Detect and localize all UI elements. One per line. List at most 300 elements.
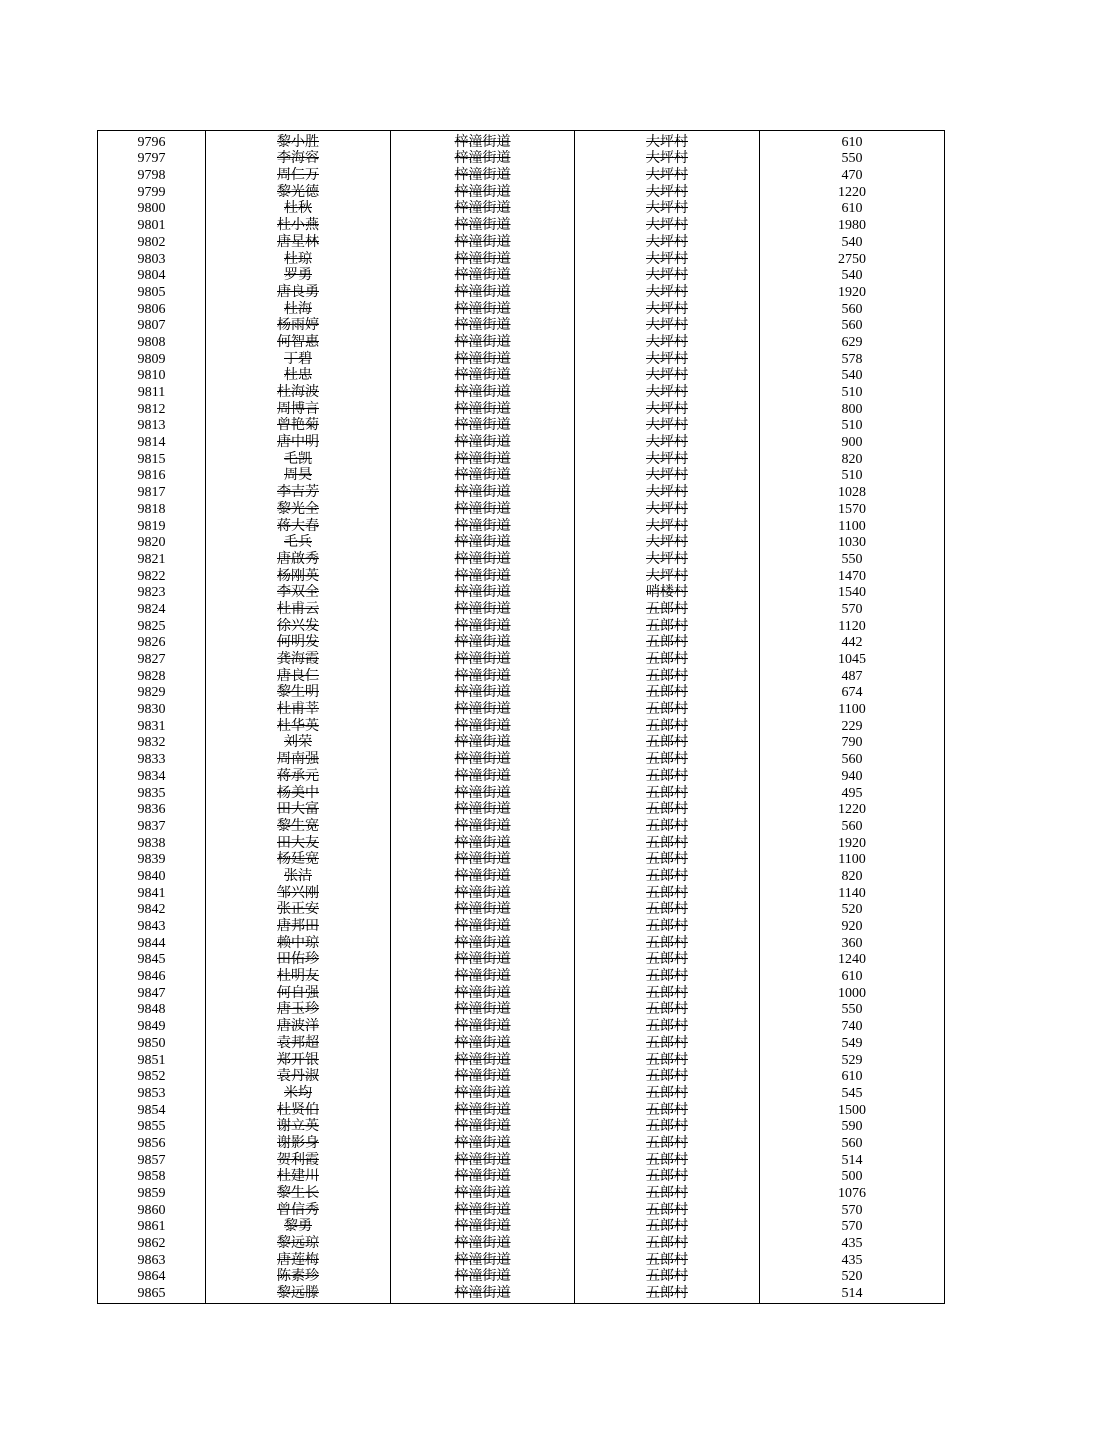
village-cell: 大坪村 bbox=[575, 333, 760, 350]
amount-cell: 610 bbox=[760, 131, 945, 150]
village-cell: 大坪村 bbox=[575, 383, 760, 400]
table-row bbox=[98, 934, 945, 951]
table-row bbox=[98, 517, 945, 534]
street-cell: 梓潼街道 bbox=[391, 550, 575, 567]
table-row bbox=[98, 400, 945, 417]
row-number-cell: 9856 bbox=[98, 1134, 206, 1151]
row-number-cell: 9849 bbox=[98, 1017, 206, 1034]
table-row bbox=[98, 784, 945, 801]
name-cell: 杨刚英 bbox=[206, 567, 391, 584]
street-cell: 梓潼街道 bbox=[391, 750, 575, 767]
amount-cell: 510 bbox=[760, 467, 945, 484]
table-row bbox=[98, 1017, 945, 1034]
village-cell: 大坪村 bbox=[575, 233, 760, 250]
amount-cell: 560 bbox=[760, 750, 945, 767]
village-cell: 大坪村 bbox=[575, 534, 760, 551]
amount-cell: 540 bbox=[760, 367, 945, 384]
name-cell: 郑开银 bbox=[206, 1051, 391, 1068]
street-cell: 梓潼街道 bbox=[391, 634, 575, 651]
row-number-cell: 9806 bbox=[98, 300, 206, 317]
amount-cell: 549 bbox=[760, 1034, 945, 1051]
row-number-cell: 9832 bbox=[98, 734, 206, 751]
village-cell: 五郎村 bbox=[575, 1034, 760, 1051]
village-cell: 五郎村 bbox=[575, 1001, 760, 1018]
table-row bbox=[98, 684, 945, 701]
street-cell: 梓潼街道 bbox=[391, 400, 575, 417]
amount-cell: 1920 bbox=[760, 283, 945, 300]
street-cell: 梓潼街道 bbox=[391, 333, 575, 350]
amount-cell: 940 bbox=[760, 767, 945, 784]
name-cell: 杜甫莘 bbox=[206, 700, 391, 717]
name-cell: 唐良勇 bbox=[206, 283, 391, 300]
amount-cell: 360 bbox=[760, 934, 945, 951]
row-number-cell: 9829 bbox=[98, 684, 206, 701]
village-cell: 大坪村 bbox=[575, 183, 760, 200]
name-cell: 黎远琼 bbox=[206, 1234, 391, 1251]
row-number-cell: 9831 bbox=[98, 717, 206, 734]
street-cell: 梓潼街道 bbox=[391, 700, 575, 717]
table-row bbox=[98, 450, 945, 467]
amount-cell: 1030 bbox=[760, 534, 945, 551]
row-number-cell: 9857 bbox=[98, 1151, 206, 1168]
table-row bbox=[98, 1068, 945, 1085]
street-cell: 梓潼街道 bbox=[391, 600, 575, 617]
name-cell: 罗勇 bbox=[206, 267, 391, 284]
name-cell: 蒋承元 bbox=[206, 767, 391, 784]
name-cell: 李吉芳 bbox=[206, 483, 391, 500]
table-row bbox=[98, 1184, 945, 1201]
table-row bbox=[98, 984, 945, 1001]
amount-cell: 570 bbox=[760, 600, 945, 617]
amount-cell: 570 bbox=[760, 1201, 945, 1218]
street-cell: 梓潼街道 bbox=[391, 483, 575, 500]
village-cell: 五郎村 bbox=[575, 1134, 760, 1151]
amount-cell: 540 bbox=[760, 233, 945, 250]
table-row bbox=[98, 1218, 945, 1235]
table-row bbox=[98, 851, 945, 868]
street-cell: 梓潼街道 bbox=[391, 1118, 575, 1135]
table-row bbox=[98, 834, 945, 851]
table-row bbox=[98, 500, 945, 517]
name-cell: 杨雨婷 bbox=[206, 317, 391, 334]
village-cell: 大坪村 bbox=[575, 400, 760, 417]
street-cell: 梓潼街道 bbox=[391, 1001, 575, 1018]
amount-cell: 1100 bbox=[760, 517, 945, 534]
name-cell: 毛兵 bbox=[206, 534, 391, 551]
row-number-cell: 9865 bbox=[98, 1284, 206, 1303]
amount-cell: 1140 bbox=[760, 884, 945, 901]
table-row bbox=[98, 1284, 945, 1303]
street-cell: 梓潼街道 bbox=[391, 1034, 575, 1051]
table-row bbox=[98, 183, 945, 200]
street-cell: 梓潼街道 bbox=[391, 1251, 575, 1268]
row-number-cell: 9847 bbox=[98, 984, 206, 1001]
table-body bbox=[98, 131, 945, 1304]
street-cell: 梓潼街道 bbox=[391, 317, 575, 334]
village-cell: 大坪村 bbox=[575, 467, 760, 484]
street-cell: 梓潼街道 bbox=[391, 1017, 575, 1034]
row-number-cell: 9823 bbox=[98, 584, 206, 601]
table-row bbox=[98, 1034, 945, 1051]
village-cell: 五郎村 bbox=[575, 1151, 760, 1168]
street-cell: 梓潼街道 bbox=[391, 216, 575, 233]
name-cell: 田佑珍 bbox=[206, 951, 391, 968]
row-number-cell: 9815 bbox=[98, 450, 206, 467]
village-cell: 五郎村 bbox=[575, 851, 760, 868]
table-row bbox=[98, 1201, 945, 1218]
village-cell: 大坪村 bbox=[575, 216, 760, 233]
village-cell: 五郎村 bbox=[575, 750, 760, 767]
village-cell: 五郎村 bbox=[575, 634, 760, 651]
amount-cell: 578 bbox=[760, 350, 945, 367]
row-number-cell: 9860 bbox=[98, 1201, 206, 1218]
amount-cell: 900 bbox=[760, 433, 945, 450]
village-cell: 五郎村 bbox=[575, 884, 760, 901]
name-cell: 黎光德 bbox=[206, 183, 391, 200]
row-number-cell: 9825 bbox=[98, 617, 206, 634]
row-number-cell: 9799 bbox=[98, 183, 206, 200]
village-cell: 五郎村 bbox=[575, 1068, 760, 1085]
amount-cell: 550 bbox=[760, 550, 945, 567]
street-cell: 梓潼街道 bbox=[391, 951, 575, 968]
village-cell: 五郎村 bbox=[575, 934, 760, 951]
amount-cell: 510 bbox=[760, 417, 945, 434]
row-number-cell: 9807 bbox=[98, 317, 206, 334]
row-number-cell: 9864 bbox=[98, 1268, 206, 1285]
street-cell: 梓潼街道 bbox=[391, 817, 575, 834]
table-row bbox=[98, 283, 945, 300]
village-cell: 大坪村 bbox=[575, 267, 760, 284]
row-number-cell: 9796 bbox=[98, 131, 206, 150]
street-cell: 梓潼街道 bbox=[391, 250, 575, 267]
street-cell: 梓潼街道 bbox=[391, 984, 575, 1001]
street-cell: 梓潼街道 bbox=[391, 1284, 575, 1303]
amount-cell: 550 bbox=[760, 1001, 945, 1018]
name-cell: 杜海 bbox=[206, 300, 391, 317]
amount-cell: 820 bbox=[760, 867, 945, 884]
village-cell: 五郎村 bbox=[575, 817, 760, 834]
table-row bbox=[98, 250, 945, 267]
amount-cell: 1220 bbox=[760, 801, 945, 818]
village-cell: 五郎村 bbox=[575, 600, 760, 617]
village-cell: 五郎村 bbox=[575, 1017, 760, 1034]
row-number-cell: 9836 bbox=[98, 801, 206, 818]
street-cell: 梓潼街道 bbox=[391, 567, 575, 584]
row-number-cell: 9840 bbox=[98, 867, 206, 884]
street-cell: 梓潼街道 bbox=[391, 967, 575, 984]
table-row bbox=[98, 1118, 945, 1135]
row-number-cell: 9853 bbox=[98, 1084, 206, 1101]
amount-cell: 800 bbox=[760, 400, 945, 417]
name-cell: 唐波洋 bbox=[206, 1017, 391, 1034]
row-number-cell: 9845 bbox=[98, 951, 206, 968]
table-row bbox=[98, 884, 945, 901]
amount-cell: 740 bbox=[760, 1017, 945, 1034]
street-cell: 梓潼街道 bbox=[391, 884, 575, 901]
amount-cell: 495 bbox=[760, 784, 945, 801]
row-number-cell: 9852 bbox=[98, 1068, 206, 1085]
street-cell: 梓潼街道 bbox=[391, 467, 575, 484]
village-cell: 五郎村 bbox=[575, 867, 760, 884]
village-cell: 五郎村 bbox=[575, 834, 760, 851]
name-cell: 何智惠 bbox=[206, 333, 391, 350]
name-cell: 黎生长 bbox=[206, 1184, 391, 1201]
table-row bbox=[98, 150, 945, 167]
row-number-cell: 9797 bbox=[98, 150, 206, 167]
village-cell: 大坪村 bbox=[575, 300, 760, 317]
table-row bbox=[98, 383, 945, 400]
amount-cell: 2750 bbox=[760, 250, 945, 267]
table-row bbox=[98, 1251, 945, 1268]
row-number-cell: 9830 bbox=[98, 700, 206, 717]
name-cell: 黎小胜 bbox=[206, 131, 391, 150]
amount-cell: 1000 bbox=[760, 984, 945, 1001]
village-cell: 五郎村 bbox=[575, 951, 760, 968]
row-number-cell: 9810 bbox=[98, 367, 206, 384]
name-cell: 李海容 bbox=[206, 150, 391, 167]
table-row bbox=[98, 801, 945, 818]
row-number-cell: 9805 bbox=[98, 283, 206, 300]
amount-cell: 470 bbox=[760, 166, 945, 183]
table-row bbox=[98, 233, 945, 250]
table-row bbox=[98, 350, 945, 367]
amount-cell: 435 bbox=[760, 1234, 945, 1251]
amount-cell: 487 bbox=[760, 667, 945, 684]
village-cell: 五郎村 bbox=[575, 1184, 760, 1201]
village-cell: 大坪村 bbox=[575, 131, 760, 150]
row-number-cell: 9828 bbox=[98, 667, 206, 684]
row-number-cell: 9848 bbox=[98, 1001, 206, 1018]
village-cell: 五郎村 bbox=[575, 801, 760, 818]
village-cell: 大坪村 bbox=[575, 517, 760, 534]
village-cell: 五郎村 bbox=[575, 967, 760, 984]
street-cell: 梓潼街道 bbox=[391, 584, 575, 601]
village-cell: 五郎村 bbox=[575, 650, 760, 667]
village-cell: 大坪村 bbox=[575, 317, 760, 334]
row-number-cell: 9855 bbox=[98, 1118, 206, 1135]
table-row bbox=[98, 534, 945, 551]
table-row bbox=[98, 700, 945, 717]
name-cell: 周南强 bbox=[206, 750, 391, 767]
amount-cell: 229 bbox=[760, 717, 945, 734]
row-number-cell: 9841 bbox=[98, 884, 206, 901]
amount-cell: 520 bbox=[760, 1268, 945, 1285]
street-cell: 梓潼街道 bbox=[391, 617, 575, 634]
table-row bbox=[98, 1084, 945, 1101]
name-cell: 赖中琼 bbox=[206, 934, 391, 951]
table-row bbox=[98, 650, 945, 667]
table-row bbox=[98, 967, 945, 984]
row-number-cell: 9811 bbox=[98, 383, 206, 400]
row-number-cell: 9817 bbox=[98, 483, 206, 500]
street-cell: 梓潼街道 bbox=[391, 1234, 575, 1251]
row-number-cell: 9833 bbox=[98, 750, 206, 767]
row-number-cell: 9838 bbox=[98, 834, 206, 851]
row-number-cell: 9820 bbox=[98, 534, 206, 551]
name-cell: 杜华英 bbox=[206, 717, 391, 734]
name-cell: 杜海波 bbox=[206, 383, 391, 400]
name-cell: 李双全 bbox=[206, 584, 391, 601]
street-cell: 梓潼街道 bbox=[391, 717, 575, 734]
street-cell: 梓潼街道 bbox=[391, 1068, 575, 1085]
name-cell: 谢影身 bbox=[206, 1134, 391, 1151]
name-cell: 蒋大春 bbox=[206, 517, 391, 534]
village-cell: 五郎村 bbox=[575, 1218, 760, 1235]
name-cell: 丁碧 bbox=[206, 350, 391, 367]
table-row bbox=[98, 867, 945, 884]
name-cell: 谢立英 bbox=[206, 1118, 391, 1135]
village-cell: 五郎村 bbox=[575, 1268, 760, 1285]
street-cell: 梓潼街道 bbox=[391, 1134, 575, 1151]
amount-cell: 1076 bbox=[760, 1184, 945, 1201]
name-cell: 何明发 bbox=[206, 634, 391, 651]
village-cell: 五郎村 bbox=[575, 901, 760, 918]
table-row bbox=[98, 200, 945, 217]
amount-cell: 1980 bbox=[760, 216, 945, 233]
row-number-cell: 9834 bbox=[98, 767, 206, 784]
amount-cell: 610 bbox=[760, 200, 945, 217]
street-cell: 梓潼街道 bbox=[391, 1184, 575, 1201]
name-cell: 杜甫云 bbox=[206, 600, 391, 617]
name-cell: 唐星林 bbox=[206, 233, 391, 250]
name-cell: 唐邦田 bbox=[206, 917, 391, 934]
street-cell: 梓潼街道 bbox=[391, 131, 575, 150]
village-cell: 大坪村 bbox=[575, 417, 760, 434]
village-cell: 五郎村 bbox=[575, 984, 760, 1001]
street-cell: 梓潼街道 bbox=[391, 383, 575, 400]
street-cell: 梓潼街道 bbox=[391, 417, 575, 434]
village-cell: 五郎村 bbox=[575, 617, 760, 634]
row-number-cell: 9851 bbox=[98, 1051, 206, 1068]
street-cell: 梓潼街道 bbox=[391, 1051, 575, 1068]
amount-cell: 920 bbox=[760, 917, 945, 934]
table-row bbox=[98, 317, 945, 334]
row-number-cell: 9842 bbox=[98, 901, 206, 918]
table-row bbox=[98, 617, 945, 634]
amount-cell: 610 bbox=[760, 1068, 945, 1085]
table-row bbox=[98, 901, 945, 918]
street-cell: 梓潼街道 bbox=[391, 534, 575, 551]
street-cell: 梓潼街道 bbox=[391, 650, 575, 667]
amount-cell: 510 bbox=[760, 383, 945, 400]
row-number-cell: 9808 bbox=[98, 333, 206, 350]
table-row bbox=[98, 467, 945, 484]
table-row bbox=[98, 483, 945, 500]
amount-cell: 500 bbox=[760, 1168, 945, 1185]
street-cell: 梓潼街道 bbox=[391, 500, 575, 517]
street-cell: 梓潼街道 bbox=[391, 834, 575, 851]
street-cell: 梓潼街道 bbox=[391, 867, 575, 884]
row-number-cell: 9809 bbox=[98, 350, 206, 367]
village-cell: 大坪村 bbox=[575, 150, 760, 167]
amount-cell: 1220 bbox=[760, 183, 945, 200]
amount-cell: 540 bbox=[760, 267, 945, 284]
village-cell: 五郎村 bbox=[575, 1201, 760, 1218]
village-cell: 五郎村 bbox=[575, 684, 760, 701]
row-number-cell: 9859 bbox=[98, 1184, 206, 1201]
row-number-cell: 9803 bbox=[98, 250, 206, 267]
name-cell: 杜忠 bbox=[206, 367, 391, 384]
row-number-cell: 9818 bbox=[98, 500, 206, 517]
row-number-cell: 9821 bbox=[98, 550, 206, 567]
name-cell: 周博言 bbox=[206, 400, 391, 417]
row-number-cell: 9819 bbox=[98, 517, 206, 534]
amount-cell: 442 bbox=[760, 634, 945, 651]
street-cell: 梓潼街道 bbox=[391, 934, 575, 951]
street-cell: 梓潼街道 bbox=[391, 200, 575, 217]
village-cell: 大坪村 bbox=[575, 450, 760, 467]
amount-cell: 590 bbox=[760, 1118, 945, 1135]
amount-cell: 435 bbox=[760, 1251, 945, 1268]
amount-cell: 1100 bbox=[760, 851, 945, 868]
row-number-cell: 9844 bbox=[98, 934, 206, 951]
table-row bbox=[98, 367, 945, 384]
amount-cell: 520 bbox=[760, 901, 945, 918]
village-cell: 大坪村 bbox=[575, 350, 760, 367]
row-number-cell: 9812 bbox=[98, 400, 206, 417]
table-row bbox=[98, 333, 945, 350]
table-row bbox=[98, 667, 945, 684]
street-cell: 梓潼街道 bbox=[391, 450, 575, 467]
row-number-cell: 9861 bbox=[98, 1218, 206, 1235]
village-cell: 大坪村 bbox=[575, 166, 760, 183]
street-cell: 梓潼街道 bbox=[391, 1218, 575, 1235]
amount-cell: 560 bbox=[760, 817, 945, 834]
table-row bbox=[98, 1168, 945, 1185]
street-cell: 梓潼街道 bbox=[391, 784, 575, 801]
village-cell: 五郎村 bbox=[575, 700, 760, 717]
village-cell: 五郎村 bbox=[575, 1251, 760, 1268]
street-cell: 梓潼街道 bbox=[391, 1201, 575, 1218]
amount-cell: 560 bbox=[760, 1134, 945, 1151]
name-cell: 杜琼 bbox=[206, 250, 391, 267]
table-row bbox=[98, 717, 945, 734]
table-row bbox=[98, 951, 945, 968]
street-cell: 梓潼街道 bbox=[391, 433, 575, 450]
amount-cell: 550 bbox=[760, 150, 945, 167]
village-cell: 五郎村 bbox=[575, 1118, 760, 1135]
row-number-cell: 9814 bbox=[98, 433, 206, 450]
village-cell: 大坪村 bbox=[575, 500, 760, 517]
amount-cell: 514 bbox=[760, 1151, 945, 1168]
row-number-cell: 9862 bbox=[98, 1234, 206, 1251]
table-row bbox=[98, 1134, 945, 1151]
amount-cell: 560 bbox=[760, 317, 945, 334]
street-cell: 梓潼街道 bbox=[391, 1151, 575, 1168]
table-row bbox=[98, 550, 945, 567]
street-cell: 梓潼街道 bbox=[391, 917, 575, 934]
row-number-cell: 9816 bbox=[98, 467, 206, 484]
name-cell: 袁邦超 bbox=[206, 1034, 391, 1051]
name-cell: 贺利霞 bbox=[206, 1151, 391, 1168]
village-cell: 五郎村 bbox=[575, 1234, 760, 1251]
row-number-cell: 9801 bbox=[98, 216, 206, 233]
table-row bbox=[98, 300, 945, 317]
amount-cell: 610 bbox=[760, 967, 945, 984]
amount-cell: 674 bbox=[760, 684, 945, 701]
amount-cell: 629 bbox=[760, 333, 945, 350]
row-number-cell: 9858 bbox=[98, 1168, 206, 1185]
village-cell: 五郎村 bbox=[575, 1051, 760, 1068]
table-row bbox=[98, 767, 945, 784]
name-cell: 张正安 bbox=[206, 901, 391, 918]
street-cell: 梓潼街道 bbox=[391, 517, 575, 534]
amount-cell: 1045 bbox=[760, 650, 945, 667]
village-cell: 大坪村 bbox=[575, 200, 760, 217]
amount-cell: 1120 bbox=[760, 617, 945, 634]
village-cell: 五郎村 bbox=[575, 717, 760, 734]
village-cell: 大坪村 bbox=[575, 567, 760, 584]
